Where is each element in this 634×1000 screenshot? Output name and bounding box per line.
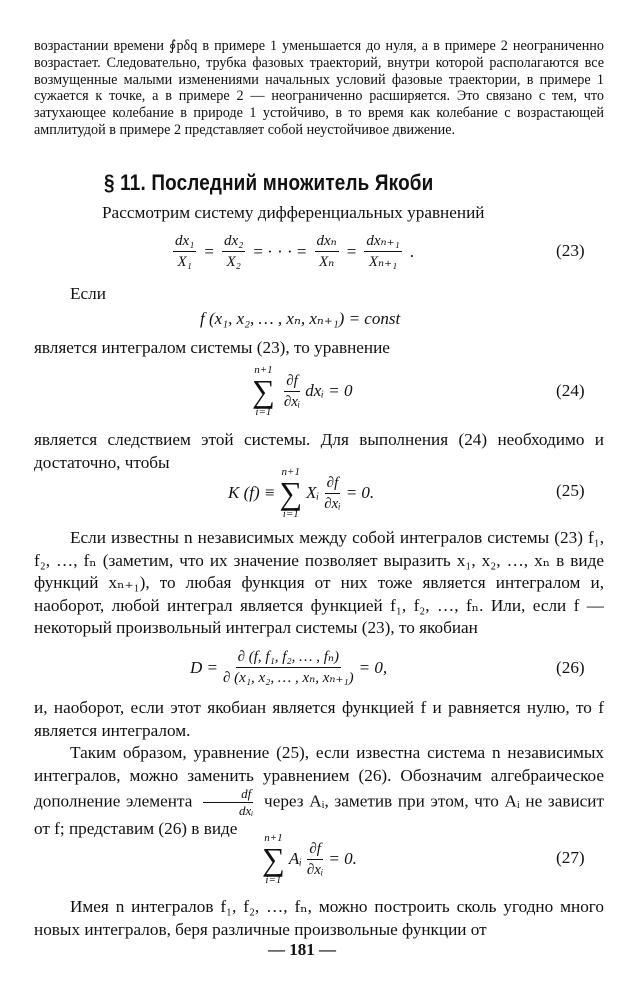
eq23-dots: = · · · = — [253, 241, 307, 261]
eq25-rhs: = 0. — [345, 483, 375, 502]
eq26-frac — [221, 648, 356, 687]
paragraph-known — [34, 527, 604, 640]
eq23-den-n: Xₙ — [319, 254, 335, 270]
eq23-frac-n1 — [364, 232, 401, 271]
section-title: § 11. Последний множитель Якоби — [104, 170, 434, 195]
eq27-rhs: = 0. — [328, 849, 357, 868]
equation-const: f (x₁, x₂, … , xₙ, xₙ₊₁) = const — [200, 309, 401, 328]
eq23-tail: . — [409, 241, 414, 261]
eq25-sum: n+1 ∑ i=1 — [279, 466, 303, 520]
eq25-upper: n+1 — [281, 466, 300, 478]
equation-26 — [190, 648, 387, 687]
equation-number-25: (25) — [556, 481, 585, 500]
paragraph-integral — [34, 337, 604, 360]
equation-27 — [258, 832, 357, 886]
eq27-frac — [305, 840, 325, 879]
eq25-frac — [322, 474, 342, 513]
intro-paragraph — [34, 38, 604, 139]
eq23-num-n1: dxₙ₊₁ — [364, 232, 401, 252]
paragraph-consider — [102, 202, 542, 225]
eq24-upper: n+1 — [254, 364, 273, 376]
thus-frac-den: dxᵢ — [239, 803, 254, 818]
equation-23: $\frac{\text{dx₁}}{\text{X₁}}$ = $\frac{\text{dx₂}}{\text{X₂}}$ = · · · = $\frac{\text{dxₙ}}{\text{Xₙ}}$ = $\frac{\text{dxₙ₊₁}}{\text{Xₙ₊₁}}$ . — [175, 233, 414, 270]
thus-frac-num: df — [203, 787, 253, 803]
eq23-den-n1: Xₙ₊₁ — [368, 254, 398, 270]
consider-text: Рассмотрим систему дифференциальных уравнений — [102, 203, 485, 222]
paragraph-thus — [34, 742, 604, 841]
eq27-sum: n+1 ∑ i=1 — [262, 832, 285, 886]
eq27-upper: n+1 — [264, 832, 283, 844]
having-text: Имея n интегралов f₁, f₂, …, fₙ, можно построить сколь угодно много новых интегралов, беря различные произвольные функции от — [34, 897, 604, 939]
eq23-num-2: dx₂ — [222, 232, 245, 252]
eq27-lower: i=1 — [265, 874, 282, 886]
equation-number-24: (24) — [556, 381, 585, 400]
thus-text-1: Таким образом, уравнение (25), если известна система n независимых интегралов, можно заменить уравнением (26). Обозначим алгебраическое дополнение элемента — [34, 743, 604, 811]
intro-text: возрастании времени ∮pδq в примере 1 уменьшается до нуля, а в примере 2 неограниченно возрастает. Следовательно, трубка фазовых траекторий, внутри которой располагаются все возмущенные малыми изменениями начальных условий фазовые траектории, в примере 1 сужается к точке, а в примере 2 — неограниченно расширяется. Это связано с тем, что затухающее колебание в природе 1 устойчиво, в то время как колебание с возрастающей амплитудой в примере 2 представляет собой неустойчивое движение. — [34, 38, 604, 138]
paragraph-conversely — [34, 697, 604, 742]
eq24-frac — [282, 372, 302, 411]
consequence-text: является следствием этой системы. Для выполнения (24) необходимо и достаточно, чтобы — [34, 430, 604, 472]
eq23-den-2: X₂ — [226, 254, 241, 270]
eq25-term: Xᵢ — [306, 483, 320, 502]
eq27-num: ∂f — [307, 840, 323, 860]
conversely-text: и, наоборот, если этот якобиан является функцией f и равняется нулю, то f является интегралом. — [34, 698, 604, 740]
if-text: Если — [70, 284, 106, 303]
thus-text-2: через Aᵢ, заметив при этом, что Aᵢ не зависит от f; представим (26) в виде — [34, 791, 604, 838]
eq26-lhs: D = — [190, 657, 218, 677]
integral-text: является интегралом системы (23), то уравнение — [34, 338, 390, 357]
eq23-frac-1 — [173, 232, 196, 271]
eq23-den-1: X₁ — [177, 254, 192, 270]
eq23-frac-n — [315, 232, 339, 271]
thus-inline-frac — [201, 787, 255, 818]
eq25-lower: i=1 — [282, 508, 299, 520]
eq27-term: Aᵢ — [288, 849, 302, 868]
eq24-num: ∂f — [284, 372, 300, 392]
thus-text — [34, 742, 604, 841]
paragraph-having — [34, 896, 604, 941]
eq26-den: ∂ (x₁, x₂, … , xₙ, xₙ₊₁) — [223, 670, 354, 686]
eq23-num-1: dx₁ — [173, 232, 196, 252]
equation-number-23: (23) — [556, 241, 585, 260]
equation-number-26: (26) — [556, 658, 585, 677]
eq27-den: ∂xᵢ — [306, 861, 324, 878]
eq25-lhs: K (f) ≡ — [228, 483, 276, 502]
paragraph-if — [70, 283, 270, 306]
eq23-frac-2 — [222, 232, 245, 271]
eq25-num: ∂f — [325, 474, 341, 494]
eq26-rhs: = 0, — [358, 657, 388, 677]
eq24-den: ∂xᵢ — [283, 393, 301, 410]
equation-25 — [228, 466, 374, 520]
eq26-num: ∂ (f, f₁, f₂, … , fₙ) — [236, 648, 341, 668]
eq24-sum: n+1 ∑ i=1 — [252, 364, 275, 418]
eq23-num-n: dxₙ — [315, 232, 339, 252]
page-number: — 181 — — [268, 940, 336, 959]
eq24-lower: i=1 — [255, 406, 272, 418]
equation-24 — [248, 364, 352, 418]
eq24-body: dxᵢ = 0 — [305, 381, 353, 400]
eq25-den: ∂xᵢ — [324, 495, 341, 512]
known-text: Если известны n независимых между собой интегралов системы (23) f₁, f₂, …, fₙ (заметим, что их значение позволяет выразить x₁, x₂, …, xₙ в виде функций xₙ₊₁), то любая функция от них тоже является интегралом и, наоборот, любой интеграл является функцией f₁, f₂, …, fₙ. Или, если f — некоторый произвольный интеграл системы (23), то якобиан — [34, 528, 604, 637]
equation-number-27: (27) — [556, 848, 585, 867]
